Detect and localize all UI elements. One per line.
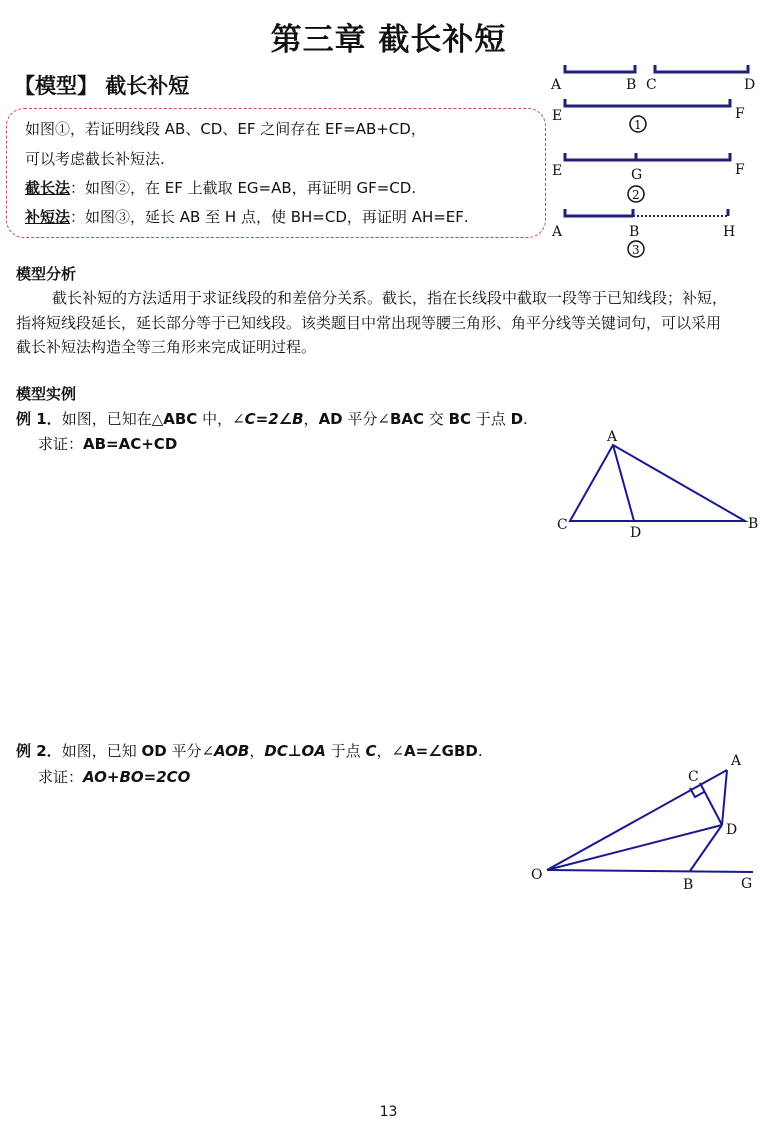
- math: EF=AB+CD: [325, 120, 411, 138]
- dot: ．: [46, 742, 62, 760]
- segment-egf: [565, 153, 730, 160]
- example-2-label: 例 2: [16, 742, 47, 760]
- text: 如图，已知: [61, 742, 142, 760]
- text: 求证：: [38, 768, 84, 786]
- text: 求证：: [38, 435, 84, 453]
- math: ABC: [163, 410, 198, 428]
- text: 如图①，若证明线段: [25, 120, 165, 138]
- fig1-label-a: A: [607, 429, 618, 445]
- label-b: B: [626, 77, 637, 93]
- example-1-label: 例 1: [16, 410, 47, 428]
- label-a: A: [551, 77, 562, 93]
- analysis-heading: 模型分析: [16, 265, 77, 283]
- math: AOB: [214, 742, 250, 760]
- text: ，再证明: [291, 179, 357, 197]
- label-f-2: F: [735, 162, 745, 178]
- text: .: [411, 179, 417, 197]
- model-heading: 【模型】 截长补短: [14, 74, 190, 98]
- model-definition-box: [6, 108, 546, 238]
- math: H: [224, 208, 237, 226]
- text: ：如图②，在: [70, 179, 165, 197]
- text: ，再证明: [346, 208, 412, 226]
- text: 中，∠: [197, 410, 245, 428]
- chapter-title: 第三章 截长补短: [270, 22, 507, 58]
- text: ，: [410, 120, 426, 138]
- math: EG=AB: [237, 179, 292, 197]
- label-a-2: A: [552, 224, 563, 240]
- math: OD: [141, 742, 167, 760]
- text: .: [523, 410, 528, 428]
- fig2-label-b: B: [683, 877, 694, 893]
- text: .: [463, 208, 469, 226]
- fig2-label-d: D: [726, 822, 738, 838]
- analysis-text: 截长补短的方法适用于求证线段的和差倍分关系。截长，指在长线段中截取一段等于已知线段；补短，指将短线段延长，延长部分等于已知线段。该类题目中常出现等腰三角形、角平分线等关键词句，可以采用截长补短法构造全等三角形来完成证明过程。: [16, 289, 728, 356]
- example-2-proof: [38, 766, 190, 787]
- text: ，∠: [376, 742, 405, 760]
- text: 于点: [325, 742, 366, 760]
- math: A=∠GBD: [404, 742, 478, 760]
- text: 平分∠: [342, 410, 390, 428]
- math: EF: [164, 179, 183, 197]
- label-g: G: [631, 167, 643, 183]
- segment-ad: [722, 770, 727, 825]
- math: AB=AC+CD: [83, 435, 178, 453]
- fig2-label-c: C: [688, 769, 699, 785]
- segment-cd: [655, 65, 748, 72]
- circle-2-number: 2: [632, 188, 640, 202]
- ray-ob: [547, 870, 753, 872]
- math: AB: [179, 208, 201, 226]
- text: ：如图③，延长: [70, 208, 180, 226]
- angle-figure-2: [525, 748, 765, 898]
- jiechang-label: 截长法: [25, 179, 71, 197]
- math: AH=EF: [411, 208, 464, 226]
- math: AB、CD、EF: [164, 120, 256, 138]
- buduan-label: 补短法: [25, 208, 71, 226]
- math: BH=CD: [290, 208, 347, 226]
- text: .: [477, 742, 483, 760]
- circle-1-number: 1: [634, 118, 642, 132]
- text: 点，使: [236, 208, 291, 226]
- math: BAC: [389, 410, 425, 428]
- text: ，: [249, 742, 265, 760]
- math: C: [365, 742, 377, 760]
- fig1-label-b: B: [748, 516, 759, 532]
- triangle-abc: [570, 445, 745, 521]
- examples-heading: 模型实例: [16, 385, 77, 403]
- text: 之间存在: [255, 120, 326, 138]
- text: 于点: [471, 410, 511, 428]
- math: D: [510, 410, 524, 428]
- text: 平分∠: [166, 742, 215, 760]
- box-line-1: [25, 118, 426, 139]
- label-f: F: [735, 106, 745, 122]
- math: C=2∠B: [244, 410, 304, 428]
- text: 如图，已知在△: [61, 410, 164, 428]
- fig2-label-a: A: [731, 753, 742, 769]
- circle-3-number: 3: [632, 243, 640, 257]
- math: AD: [318, 410, 343, 428]
- dot: ．: [46, 410, 62, 428]
- label-d: D: [744, 77, 756, 93]
- label-e-2: E: [552, 163, 563, 179]
- fig2-label-o: O: [531, 867, 543, 883]
- fig1-label-c: C: [557, 517, 568, 533]
- text: 交: [424, 410, 449, 428]
- segment-ef: [565, 99, 730, 106]
- example-1-proof: [38, 433, 177, 454]
- box-line-buduan: [25, 206, 469, 227]
- segment-dc: [700, 783, 722, 825]
- segment-ab: [565, 65, 635, 72]
- text: 至: [200, 208, 225, 226]
- box-line-2: 可以考虑截长补短法.: [25, 150, 165, 168]
- math: BC: [448, 410, 472, 428]
- fig2-label-g: G: [741, 876, 753, 892]
- example-2-statement: [16, 740, 483, 761]
- math: DC⊥OA: [264, 742, 326, 760]
- page-number: 13: [379, 1104, 398, 1120]
- math: AO+BO=2CO: [83, 768, 191, 786]
- math: GF=CD: [356, 179, 412, 197]
- box-line-jiechang: [25, 177, 416, 198]
- label-h: H: [723, 224, 736, 240]
- text: 上截取: [182, 179, 238, 197]
- example-1-statement: [16, 408, 528, 429]
- label-c: C: [646, 77, 657, 93]
- label-e: E: [552, 108, 563, 124]
- text: ，: [303, 410, 319, 428]
- triangle-figure-1: [550, 428, 770, 546]
- label-b-2: B: [629, 224, 640, 240]
- segment-figure: [545, 58, 770, 258]
- fig1-label-d: D: [630, 525, 642, 541]
- segment-ab-2: [565, 209, 633, 216]
